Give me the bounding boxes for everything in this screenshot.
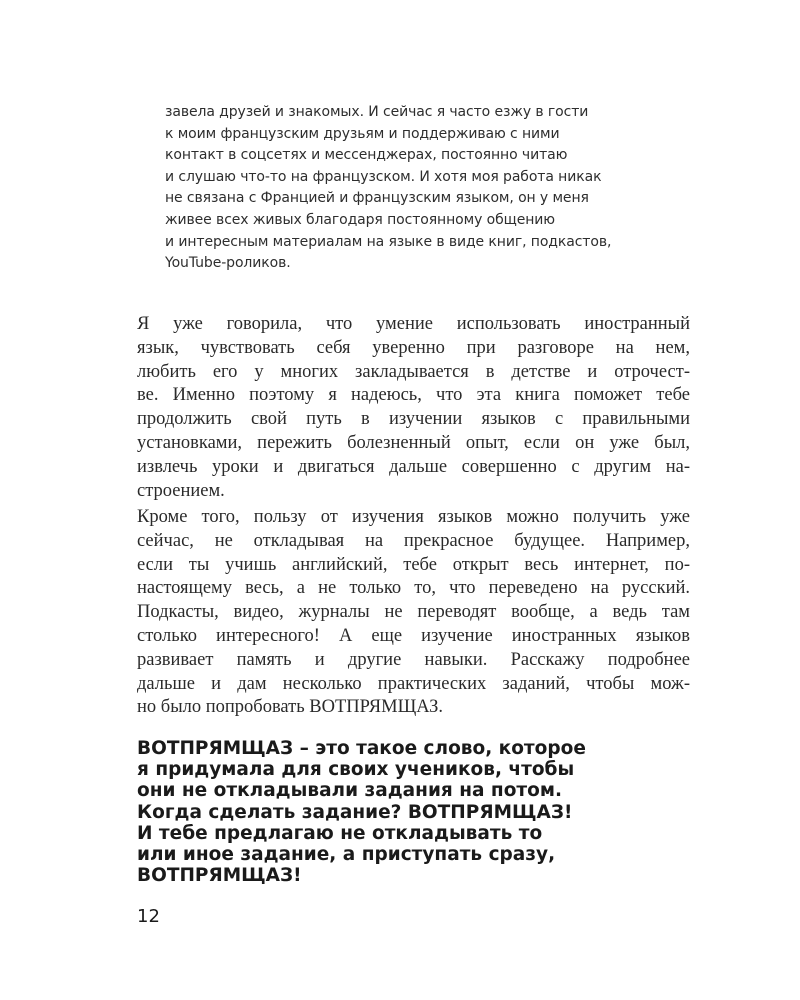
text-line: но было попробовать ВОТПРЯМЩАЗ. [137,697,444,718]
text-line: извлечь уроки и двигаться дальше совершенно с другим на- [137,456,690,477]
quote-line: завела друзей и знакомых. И сейчас я часто езжу в гости [165,104,589,120]
quote-line: и слушаю что-то на французском. И хотя моя работа никак [165,168,602,185]
callout-block [137,738,737,886]
page-number: 12 [137,906,160,927]
text-line: Кроме того, пользу от изучения языков можно получить уже [137,507,690,527]
text-line: если ты учишь английский, тебе открыт весь интернет, по- [137,554,690,575]
callout-line: ВОТПРЯМЩАЗ – это такое слово, которое [137,738,586,759]
quote-line: к моим французским друзьям и поддерживаю с ними [165,125,560,142]
indented-quote-block [165,102,705,275]
text-line: ве. Именно поэтому я надеюсь, что эта книга поможет тебе [137,385,690,406]
text-line: развивает память и другие навыки. Расскажу подробнее [137,649,690,670]
quote-line: живее всех живых благодаря постоянному общению [165,211,555,228]
text-line: язык, чувствовать себя уверенно при разговоре на нем, [137,337,690,358]
text-line: строением. [137,480,225,501]
quote-line: и интересным материалам на языке в виде книг, подкастов, [165,233,612,250]
quote-line: контакт в соцсетях и мессенджерах, постоянно читаю [165,147,568,164]
callout-line: Когда сделать задание? ВОТПРЯМЩАЗ! [137,801,573,823]
text-line: сейчас, не откладывая на прекрасное будущее. Например, [137,530,690,551]
callout-line: И тебе предлагаю не откладывать то [137,822,543,844]
quote-line: YouTube-роликов. [165,255,291,272]
body-paragraph-1 [137,313,690,503]
text-line: любить его у многих закладывается в детстве и отрочест- [137,361,690,382]
callout-line: я придумала для своих учеников, чтобы [137,759,575,781]
text-line: установками, пережить болезненный опыт, если он уже был, [137,432,690,453]
body-paragraph-2 [137,506,690,720]
text-line: Подкасты, видео, журналы не переводят вообще, а ведь там [137,602,690,623]
text-line: дальше и дам несколько практических заданий, чтобы мож- [137,673,690,694]
callout-line: или иное задание, а приступать сразу, [137,844,556,866]
text-line: продолжить свой путь в изучении языков с правильными [137,409,690,430]
callout-line: ВОТПРЯМЩАЗ! [137,865,302,887]
callout-line: они не откладывали задания на потом. [137,780,563,802]
text-line: настоящему весь, а не только то, что переведено на русский. [137,578,690,599]
text-line: Я уже говорила, что умение использовать иностранный [137,314,690,334]
text-line: столько интересного! А еще изучение иностранных языков [137,625,690,646]
quote-line: не связана с Францией и французским языком, он у меня [165,190,589,207]
